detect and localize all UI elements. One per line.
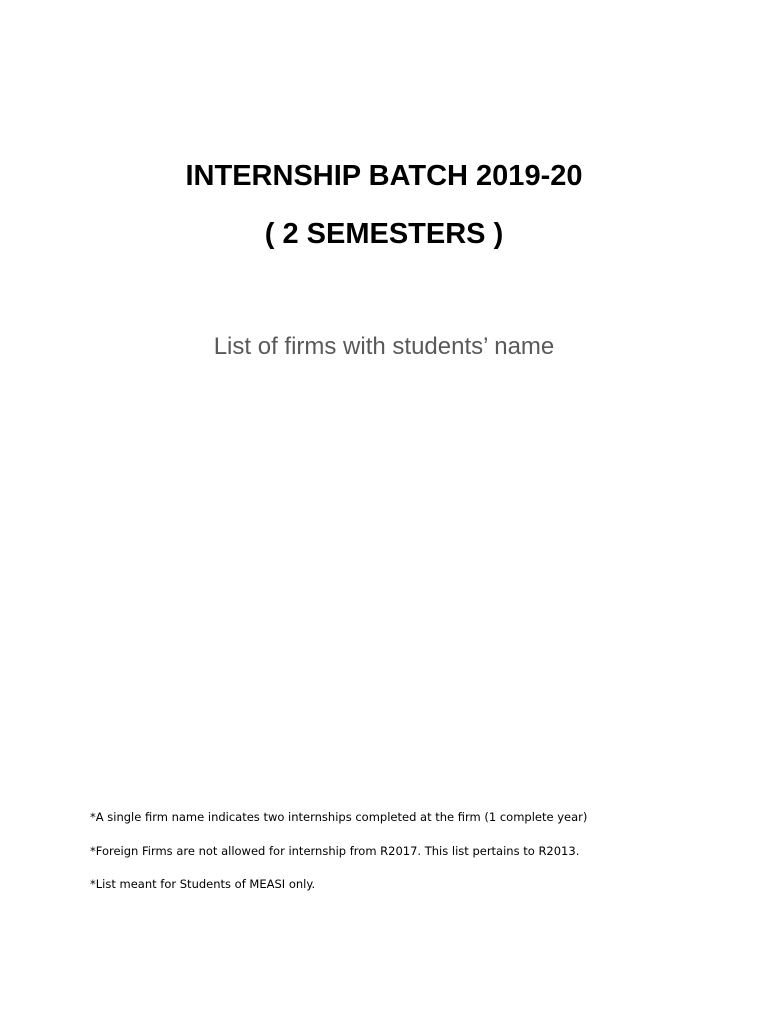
footnote-single-firm: *A single firm name indicates two internships completed at the firm (1 complete year) xyxy=(90,810,588,824)
footnote-foreign-firms: *Foreign Firms are not allowed for internship from R2017. This list pertains to R2013. xyxy=(90,844,580,858)
document-title: INTERNSHIP BATCH 2019-20 xyxy=(185,160,583,192)
footnote-measi-only: *List meant for Students of MEASI only. xyxy=(90,877,316,891)
document-title-semesters: ( 2 SEMESTERS ) xyxy=(264,218,504,250)
document-subtitle: List of firms with students’ name xyxy=(213,333,555,360)
